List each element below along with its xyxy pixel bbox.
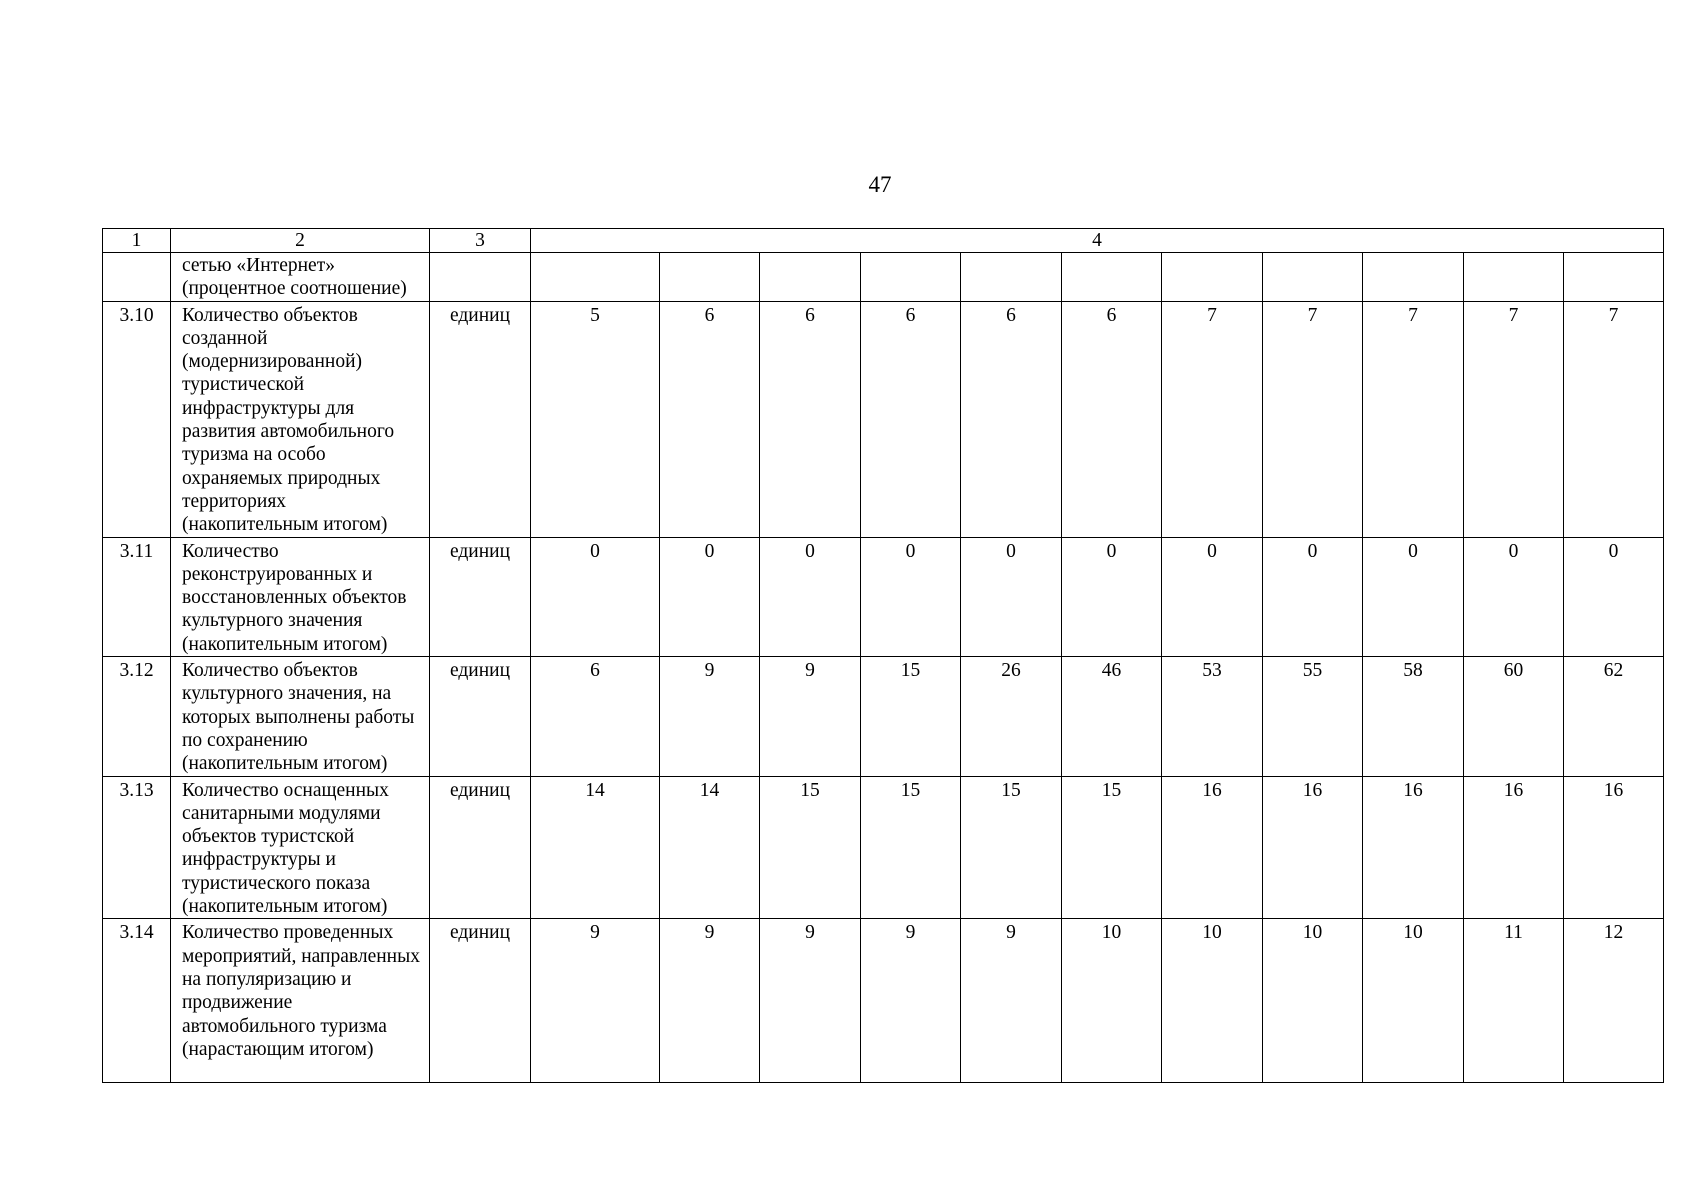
indicator-table <box>102 228 1664 1083</box>
value-cell: 15 <box>760 776 861 919</box>
value-cell <box>531 253 660 302</box>
value-cell: 0 <box>660 537 760 656</box>
value-cell: 16 <box>1564 776 1664 919</box>
value-cell: 14 <box>531 776 660 919</box>
value-cell <box>1564 253 1664 302</box>
unit-cell: единиц <box>430 301 531 537</box>
value-cell: 10 <box>1363 919 1464 1083</box>
value-cell: 15 <box>861 657 961 776</box>
header-cell: 1 <box>103 229 171 253</box>
value-cell: 0 <box>1062 537 1162 656</box>
value-cell: 46 <box>1062 657 1162 776</box>
table-row <box>103 657 1664 776</box>
value-cell: 5 <box>531 301 660 537</box>
value-cell: 9 <box>760 919 861 1083</box>
value-cell: 15 <box>961 776 1062 919</box>
value-cell: 60 <box>1464 657 1564 776</box>
value-cell <box>861 253 961 302</box>
value-cell: 0 <box>760 537 861 656</box>
value-cell: 9 <box>760 657 861 776</box>
unit-cell: единиц <box>430 776 531 919</box>
value-cell: 0 <box>531 537 660 656</box>
value-cell: 12 <box>1564 919 1664 1083</box>
table-row <box>103 919 1664 1083</box>
header-cell: 4 <box>531 229 1664 253</box>
value-cell: 0 <box>961 537 1062 656</box>
header-cell: 3 <box>430 229 531 253</box>
value-cell <box>1363 253 1464 302</box>
row-number <box>103 253 171 302</box>
indicator-name: Количество оснащенных санитарными модулями объектов туристской инфраструктуры и туристического показа (накопительным итогом) <box>171 776 430 919</box>
value-cell <box>1062 253 1162 302</box>
value-cell: 62 <box>1564 657 1664 776</box>
unit-cell: единиц <box>430 657 531 776</box>
value-cell: 7 <box>1363 301 1464 537</box>
indicator-name: Количество проведенных мероприятий, направленных на популяризацию и продвижение автомобильного туризма (нарастающим итогом) <box>171 919 430 1083</box>
value-cell: 53 <box>1162 657 1263 776</box>
value-cell: 16 <box>1263 776 1363 919</box>
value-cell: 6 <box>660 301 760 537</box>
value-cell: 26 <box>961 657 1062 776</box>
value-cell: 0 <box>1263 537 1363 656</box>
table-row <box>103 301 1664 537</box>
value-cell: 0 <box>1162 537 1263 656</box>
value-cell: 6 <box>531 657 660 776</box>
table-row <box>103 537 1664 656</box>
value-cell: 9 <box>660 919 760 1083</box>
table-header-row <box>103 229 1664 253</box>
indicator-name: Количество объектов культурного значения, на которых выполнены работы по сохранению (накопительным итогом) <box>171 657 430 776</box>
value-cell: 10 <box>1162 919 1263 1083</box>
value-cell: 15 <box>1062 776 1162 919</box>
value-cell: 7 <box>1464 301 1564 537</box>
value-cell: 9 <box>861 919 961 1083</box>
value-cell: 9 <box>531 919 660 1083</box>
indicator-name: сетью «Интернет» (процентное соотношение) <box>171 253 430 302</box>
row-number: 3.14 <box>103 919 171 1083</box>
value-cell <box>760 253 861 302</box>
unit-cell: единиц <box>430 537 531 656</box>
value-cell: 16 <box>1363 776 1464 919</box>
row-number: 3.12 <box>103 657 171 776</box>
value-cell: 6 <box>760 301 861 537</box>
unit-cell <box>430 253 531 302</box>
value-cell: 16 <box>1464 776 1564 919</box>
value-cell: 55 <box>1263 657 1363 776</box>
table-row <box>103 776 1664 919</box>
page-number: 47 <box>868 172 892 197</box>
value-cell: 0 <box>1363 537 1464 656</box>
value-cell: 7 <box>1564 301 1664 537</box>
table-row-continuation <box>103 253 1664 302</box>
value-cell: 9 <box>660 657 760 776</box>
value-cell <box>1162 253 1263 302</box>
value-cell: 7 <box>1263 301 1363 537</box>
value-cell: 58 <box>1363 657 1464 776</box>
indicator-name: Количество объектов созданной (модернизированной) туристической инфраструктуры для развития автомобильного туризма на особо охраняемых природных территориях (накопительным итогом) <box>171 301 430 537</box>
value-cell: 10 <box>1263 919 1363 1083</box>
value-cell: 10 <box>1062 919 1162 1083</box>
unit-cell: единиц <box>430 919 531 1083</box>
value-cell: 0 <box>1564 537 1664 656</box>
value-cell: 6 <box>1062 301 1162 537</box>
value-cell: 15 <box>861 776 961 919</box>
value-cell <box>660 253 760 302</box>
indicator-name: Количество реконструированных и восстановленных объектов культурного значения (накопительным итогом) <box>171 537 430 656</box>
value-cell: 6 <box>861 301 961 537</box>
value-cell: 9 <box>961 919 1062 1083</box>
header-cell: 2 <box>171 229 430 253</box>
value-cell <box>1464 253 1564 302</box>
row-number: 3.11 <box>103 537 171 656</box>
row-number: 3.13 <box>103 776 171 919</box>
value-cell: 0 <box>1464 537 1564 656</box>
value-cell: 14 <box>660 776 760 919</box>
value-cell <box>961 253 1062 302</box>
value-cell: 0 <box>861 537 961 656</box>
value-cell: 11 <box>1464 919 1564 1083</box>
value-cell <box>1263 253 1363 302</box>
row-number: 3.10 <box>103 301 171 537</box>
value-cell: 6 <box>961 301 1062 537</box>
value-cell: 7 <box>1162 301 1263 537</box>
value-cell: 16 <box>1162 776 1263 919</box>
